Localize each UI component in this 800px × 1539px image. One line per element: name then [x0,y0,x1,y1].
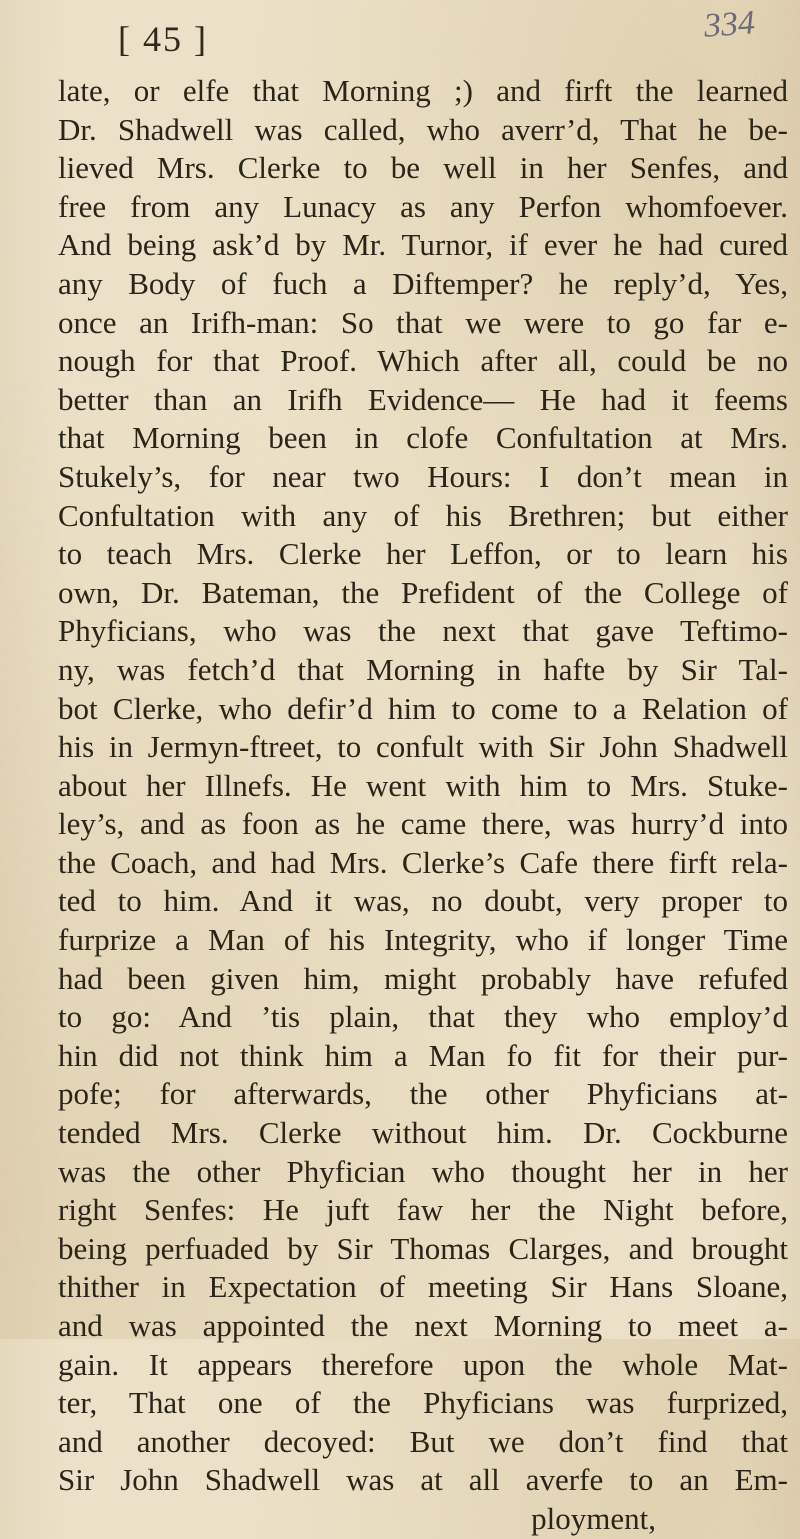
text-line: right Senfes: He juft faw her the Night before, [58,1192,788,1228]
text-line: ted to him. And it was, no doubt, very proper to [58,883,788,919]
body-text [58,72,788,1539]
text-line: his in Jermyn-ftreet, to confult with Sir John Shadwell [58,729,788,765]
text-line: thither in Expectation of meeting Sir Hans Sloane, [58,1269,788,1305]
text-line: once an Irifh-man: So that we were to go far e- [58,304,788,340]
text-line: free from any Lunacy as any Perfon whomfoever. [58,188,788,224]
text-line: Dr. Shadwell was called, who averr’d, That he be- [58,111,788,147]
handwritten-margin-note: 334 [702,4,757,45]
text-line: any Body of fuch a Diftemper? he reply’d, Yes, [58,265,788,301]
text-line: that Morning been in clofe Confultation at Mrs. [58,420,788,456]
text-line: being perfuaded by Sir Thomas Clarges, and brought [58,1230,788,1266]
text-line: lieved Mrs. Clerke to be well in her Senfes, and [58,150,788,186]
text-line: to teach Mrs. Clerke her Leffon, or to learn his [58,536,788,572]
text-line: bot Clerke, who defir’d him to come to a Relation of [58,690,788,726]
text-line-last: ployment, [531,1500,656,1536]
text-line: had been given him, might probably have refufed [58,960,788,996]
text-line: furprize a Man of his Integrity, who if longer Time [58,922,788,958]
text-line: about her Illnefs. He went with him to Mrs. Stuke- [58,767,788,803]
text-line: hin did not think him a Man fo fit for their pur- [58,1037,788,1073]
text-line: ter, That one of the Phyficians was furprized, [58,1385,788,1421]
text-line: tended Mrs. Clerke without him. Dr. Cockburne [58,1115,788,1151]
text-line: And being ask’d by Mr. Turnor, if ever he had cured [58,227,788,263]
text-line: pofe; for afterwards, the other Phyficians at- [58,1076,788,1112]
text-line: late, or elfe that Morning ;) and firft the learned [58,73,788,108]
text-line: ny, was fetch’d that Morning in hafte by Sir Tal- [58,651,788,687]
text-line: Stukely’s, for near two Hours: I don’t mean in [58,458,788,494]
text-line: and was appointed the next Morning to meet a- [58,1308,788,1343]
text-line: Sir John Shadwell was at all averfe to an Em- [58,1462,788,1498]
text-line: nough for that Proof. Which after all, could be no [58,343,788,379]
text-line: better than an Irifh Evidence— He had it feems [58,381,788,417]
text-line: ley’s, and as foon as he came there, was hurry’d into [58,806,788,842]
text-line: was the other Phyfician who thought her in her [58,1153,788,1189]
text-line: Confultation with any of his Brethren; but either [58,497,788,533]
page-number: [ 45 ] [118,19,208,59]
text-line: Phyficians, who was the next that gave Teftimo- [58,613,788,649]
text-line: own, Dr. Bateman, the Prefident of the College of [58,574,788,610]
page-header [0,4,800,74]
text-line: the Coach, and had Mrs. Clerke’s Cafe there firft rela- [58,844,788,880]
text-line: to go: And ’tis plain, that they who employ’d [58,999,788,1035]
text-line: and another decoyed: But we don’t find that [58,1423,788,1459]
text-line: gain. It appears therefore upon the whole Mat- [58,1346,788,1382]
